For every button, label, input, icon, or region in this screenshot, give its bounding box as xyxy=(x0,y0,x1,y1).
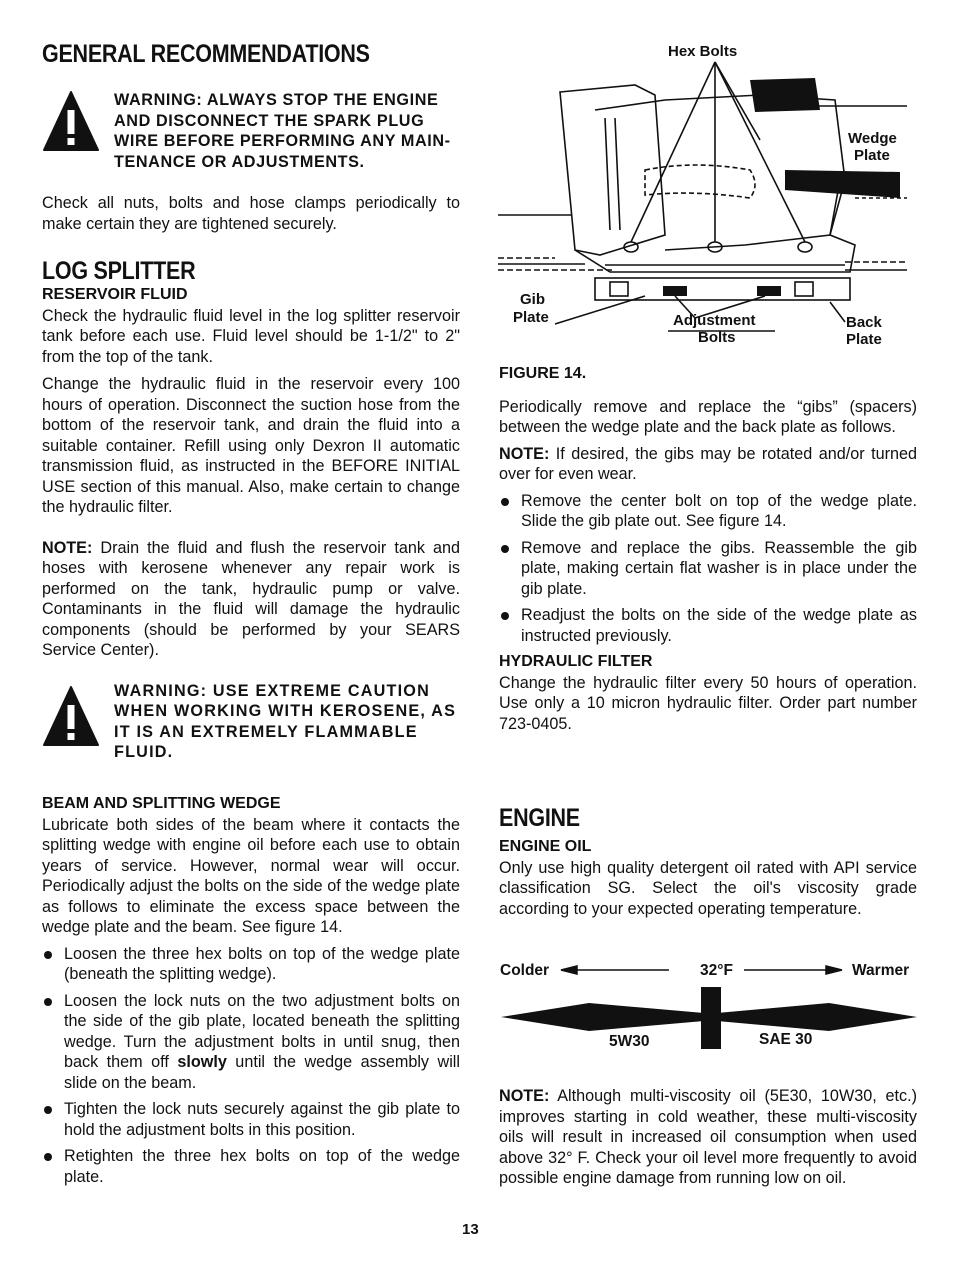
warmer-label: Warmer xyxy=(852,962,910,979)
engine-note: NOTE: Although multi-viscosity oil (5E30, 10W30, etc.) improves starting in cold weather, these multi-viscosity oils will result in increased oil consumption when used above 32° F. Check your oil level more frequently to avoid possible engine damage from running low on oil. xyxy=(499,1087,917,1187)
warning-box-maintenance xyxy=(42,90,460,172)
hydraulic-filter-body: Change the hydraulic filter every 50 hours of operation. Use only a 10 micron hydraulic filter. Order part number 723-0405. xyxy=(499,673,917,733)
engine-heading: ENGINE xyxy=(499,804,580,832)
beam-body: Lubricate both sides of the beam where it contacts the splitting wedge with engine oil before each use to obtain years of service. However, normal wear will occur. Periodically adjust the bolts on the side of the wedge plate as follows to eliminate the excess space between the wedge plate and the beam. See figure 14. xyxy=(42,815,460,936)
warning-triangle-icon xyxy=(42,90,114,172)
gibs-paragraph: Periodically remove and replace the “gibs” (spacers) between the wedge plate and the back plate as follows. xyxy=(499,397,917,436)
engine-section xyxy=(499,804,917,919)
beam-heading: BEAM AND SPLITTING WEDGE xyxy=(42,795,281,812)
adjustment-bolts-label-line1: Adjustment xyxy=(673,312,756,329)
wedge-plate-label-line1: Wedge xyxy=(848,130,897,147)
back-plate-label-line1: Back xyxy=(846,314,882,331)
engine-oil-body: Only use high quality detergent oil rated with API service classification SG. Select the oil's viscosity grade according to your expected operating temperature. xyxy=(499,858,917,918)
figure-14 xyxy=(495,40,920,356)
gib-plate-label-line1: Gib xyxy=(520,291,545,308)
wedge-plate-label-line2: Plate xyxy=(854,147,890,164)
warning-triangle-icon xyxy=(42,681,114,763)
list-item: Readjust the bolts on the side of the wedge plate as instructed previously. xyxy=(499,605,917,646)
back-plate-label-line2: Plate xyxy=(846,331,882,348)
page-number: 13 xyxy=(462,1221,479,1238)
list-item: Retighten the three hex bolts on top of the wedge plate. xyxy=(42,1146,460,1187)
wedge-assembly-drawing xyxy=(495,40,920,356)
list-item: Remove the center bolt on top of the wedge plate. Slide the gib plate out. See figure 14. xyxy=(499,491,917,532)
general-body: Check all nuts, bolts and hose clamps periodically to make certain they are tightened securely. xyxy=(42,194,460,233)
right-column xyxy=(499,364,917,734)
reservoir-note: NOTE: Drain the fluid and flush the reservoir tank and hoses with kerosene whenever any repair work is performed on the tank, hydraulic pump or valve. Contaminants in the fluid will damage the hydraulic components (should be performed by your SEARS Service Center). xyxy=(42,538,460,659)
warning-box-kerosene xyxy=(42,681,460,763)
engine-oil-heading: ENGINE OIL xyxy=(499,838,592,855)
warning-text: WARNING: USE EXTREME CAUTION WHEN WORKING WITH KEROSENE, AS IT IS AN EXTREMELY FLAMMABLE FLUID. xyxy=(114,681,457,761)
reservoir-paragraph-1: Check the hydraulic fluid level in the log splitter reservoir tank before each use. Fluid level should be 1-1/2" to 2" from the top of the tank. xyxy=(42,306,460,366)
gibs-bullet-list xyxy=(499,491,917,647)
general-recommendations-heading: GENERAL RECOMMENDATIONS xyxy=(42,40,370,68)
beam-section xyxy=(42,794,460,1193)
reservoir-paragraph-2: Change the hydraulic fluid in the reservoir every 100 hours of operation. Disconnect the suction hose from the bottom of the reservoir tank, and drain the fluid into a suitable container. Refill using only Dexron II automatic transmission fluid, as instructed in the BEFORE INITIAL USE section of this manual. Also, make certain to change the hydraulic filter. xyxy=(42,375,460,516)
warning-text: WARNING: ALWAYS STOP THE ENGINE AND DISCONNECT THE SPARK PLUG WIRE BEFORE PERFORMING ANY MAIN- TENANCE OR ADJUSTMENTS. xyxy=(114,91,451,171)
left-column xyxy=(42,40,460,763)
colder-label: Colder xyxy=(500,962,550,979)
adjustment-bolts-label-line2: Bolts xyxy=(698,329,736,346)
5w30-label: 5W30 xyxy=(609,1033,650,1050)
list-item: Remove and replace the gibs. Reassemble the gib plate, making certain flat washer is in place under the gib plate. xyxy=(499,538,917,600)
log-splitter-heading: LOG SPLITTER xyxy=(42,257,196,285)
list-item: Loosen the lock nuts on the two adjustment bolts on the side of the gib plate, located beneath the splitting wedge. Turn the adjustment bolts in until snug, then back them off slowly until the wedge assembly will slide on the beam. xyxy=(42,991,460,1094)
reservoir-fluid-heading: RESERVOIR FLUID xyxy=(42,286,188,303)
beam-bullet-list xyxy=(42,944,460,1188)
engine-note-section xyxy=(499,1086,917,1189)
hex-bolts-label: Hex Bolts xyxy=(668,43,738,60)
list-item: Loosen the three hex bolts on top of the wedge plate (beneath the splitting wedge). xyxy=(42,944,460,985)
figure-caption: FIGURE 14. xyxy=(499,365,587,382)
gibs-note: NOTE: If desired, the gibs may be rotated and/or turned over for even wear. xyxy=(499,444,917,483)
hydraulic-filter-heading: HYDRAULIC FILTER xyxy=(499,653,653,670)
gib-plate-label-line2: Plate xyxy=(513,309,549,326)
freezing-point-label: 32°F xyxy=(700,962,733,979)
sae30-label: SAE 30 xyxy=(759,1031,813,1048)
list-item: Tighten the lock nuts securely against the gib plate to hold the adjustment bolts in this position. xyxy=(42,1099,460,1140)
